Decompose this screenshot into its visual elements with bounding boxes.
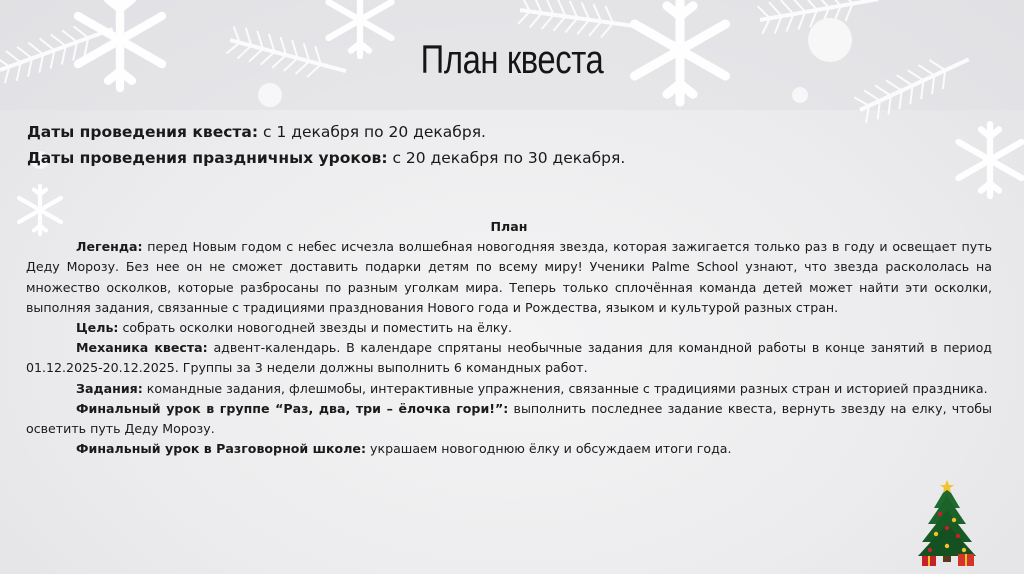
- paragraph-text: адвент-календарь. В календаре спрятаны необычные задания для командной работы в конце занятий в период 01.12.2025-20.12.2025. Группы за 3 недели должны выполнить 6 командных работ.: [26, 340, 992, 376]
- paragraph-text: выполнить последнее задание квеста, вернуть звезду на елку, чтобы осветить путь Деду Морозу.: [26, 400, 992, 437]
- plan-paragraph-final-group: [26, 399, 992, 439]
- paragraph-label: Финальный урок в Разговорной школе:: [76, 441, 367, 457]
- paragraph-label: Финальный урок в группе “Раз, два, три – ёлочка гори!”:: [76, 400, 509, 416]
- lesson-dates-value: с 20 декабря по 30 декабря.: [387, 149, 626, 167]
- plan-heading: План: [490, 219, 528, 234]
- plan-paragraph-final-school: [26, 439, 992, 459]
- paragraph-text: собрать осколки новогодней звезды и поместить на ёлку.: [118, 320, 512, 336]
- paragraph-text: перед Новым годом с небес исчезла волшебная новогодняя звезда, которая зажигается только раз в году и освещает путь Деду Морозу. Без нее он не сможет доставить подарки детям по всему миру! Ученики Palme School узнают, что звезда раскололась на множество осколков, которые разбросаны по разным уголкам мира. Теперь только сплочённая команда детей может найти эти осколки, выполняя задания, связанные с традициями празднования Нового года и Рождества, языком и культурой разных стран.: [26, 239, 992, 315]
- paragraph-label: Задания:: [76, 380, 143, 396]
- paragraph-text: командные задания, флешмобы, интерактивные упражнения, связанные с традициями разных стран и историей праздника.: [142, 380, 988, 396]
- plan-paragraph-tasks: [26, 379, 992, 399]
- plan-section: [26, 217, 992, 459]
- paragraph-label: Легенда:: [76, 239, 143, 255]
- quest-dates-value: с 1 декабря по 20 декабря.: [258, 123, 486, 141]
- page-title: План квеста: [420, 38, 604, 82]
- lesson-dates-label: Даты проведения праздничных уроков:: [27, 149, 388, 167]
- lesson-dates: [27, 145, 625, 171]
- paragraph-label: Цель:: [76, 320, 119, 336]
- plan-paragraph-legend: [26, 237, 992, 318]
- quest-dates-label: Даты проведения квеста:: [27, 123, 259, 141]
- dates-block: [27, 119, 625, 171]
- paragraph-label: Механика квеста:: [76, 340, 208, 356]
- quest-dates: [27, 119, 625, 145]
- paragraph-text: украшаем новогоднюю ёлку и обсуждаем итоги года.: [366, 441, 732, 457]
- plan-paragraph-mechanics: [26, 338, 992, 378]
- christmas-tree-icon: [916, 480, 978, 566]
- plan-paragraph-goal: [26, 318, 992, 338]
